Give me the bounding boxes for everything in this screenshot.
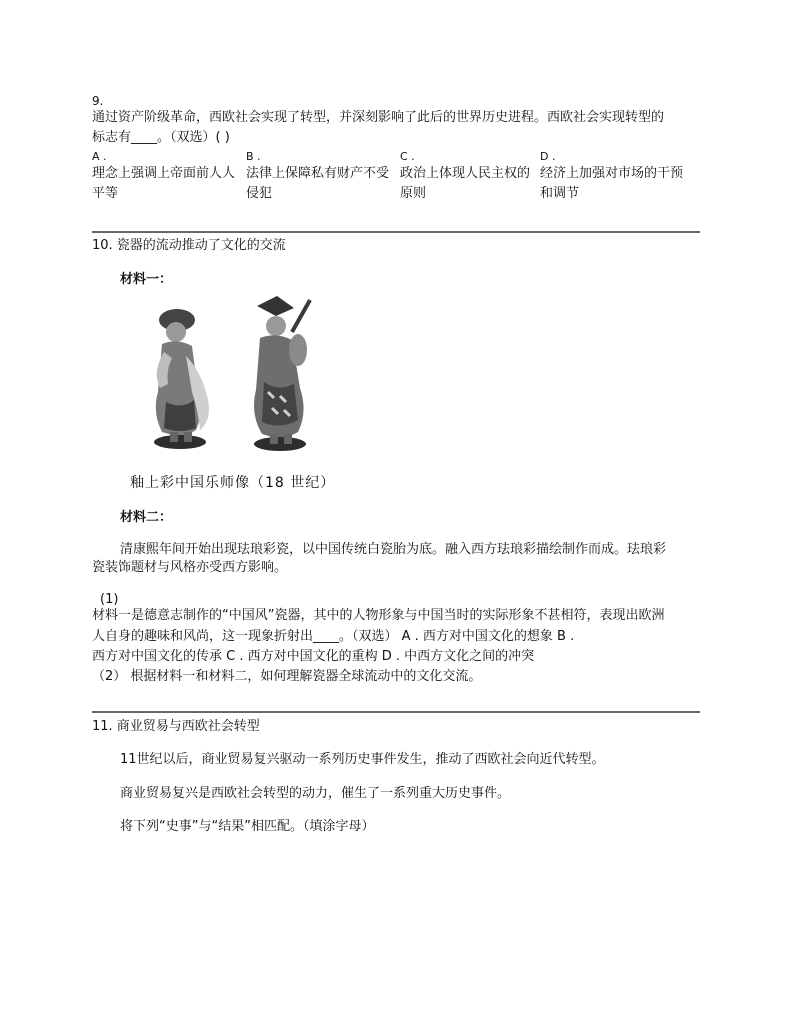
question-9-option-d-line2[interactable]: 和调节 — [540, 186, 580, 201]
question-9-option-a-line2[interactable]: 平等 — [92, 186, 119, 201]
sub-question-2: （2） 根据材料一和材料二，如何理解瓷器全球流动中的文化交流。 — [92, 669, 482, 684]
sub-question-1-number: (1) — [100, 592, 119, 607]
question-9-option-c-letter[interactable]: C . — [400, 150, 415, 163]
section-divider — [92, 231, 700, 233]
question-11-paragraph-2: 商业贸易复兴是西欧社会转型的动力，催生了一系列重大历史事件。 — [120, 786, 511, 801]
question-11-paragraph-1: 11世纪以后，商业贸易复兴驱动一系列历史事件发生，推动了西欧社会向近代转型。 — [120, 752, 605, 767]
question-11-paragraph-3: 将下列“史事”与“结果”相匹配。（填涂字母） — [120, 819, 375, 834]
question-9-option-a-letter[interactable]: A . — [92, 150, 107, 163]
question-9-number: 9. — [92, 94, 104, 108]
porcelain-musician-figurines-image — [122, 292, 340, 496]
question-9-option-c-line2[interactable]: 原则 — [400, 186, 427, 201]
material-2-label: 材料二： — [120, 510, 173, 525]
question-9-option-b-line1[interactable]: 法律上保障私有财产不受 — [246, 166, 390, 181]
question-9-stem-line2: 标志有____。（双选）( ) — [92, 130, 230, 145]
material-2-text-line1: 清康熙年间开始出现珐琅彩瓷，以中国传统白瓷胎为底。融入西方珐琅彩描绘制作而成。珐琅彩 — [120, 542, 667, 557]
left-figurine — [154, 309, 209, 449]
question-10-heading: 10. 瓷器的流动推动了文化的交流 — [92, 238, 286, 253]
section-divider — [92, 711, 700, 713]
question-9-option-d-line1[interactable]: 经济上加强对市场的干预 — [540, 166, 684, 181]
material-1-label: 材料一： — [120, 272, 173, 287]
material-2-text-line2: 瓷装饰题材与风格亦受西方影响。 — [92, 560, 288, 575]
question-9-stem-line1: 通过资产阶级革命，西欧社会实现了转型，并深刻影响了此后的世界历史进程。西欧社会实现转型的 — [92, 110, 665, 125]
question-11-heading: 11. 商业贸易与西欧社会转型 — [92, 719, 260, 734]
question-9-option-b-letter[interactable]: B . — [246, 150, 261, 163]
sub-question-1-line2: 人自身的趣味和风尚，这一现象折射出____。（双选） A . 西方对中国文化的想象 B . — [92, 629, 575, 644]
question-9-option-b-line2[interactable]: 侵犯 — [246, 186, 273, 201]
question-9-option-a-line1[interactable]: 理念上强调上帝面前人人 — [92, 166, 236, 181]
question-9-option-c-line1[interactable]: 政治上体现人民主权的 — [400, 166, 531, 181]
sub-question-1-line3: 西方对中国文化的传承 C . 西方对中国文化的重构 D . 中西方文化之间的冲突 — [92, 649, 535, 664]
question-9-option-d-letter[interactable]: D . — [540, 150, 556, 163]
sub-question-1-line1: 材料一是德意志制作的“中国风”瓷器，其中的人物形象与中国当时的实际形象不甚相符，表现出欧洲 — [92, 608, 665, 623]
right-figurine — [254, 296, 310, 451]
figure-caption: 釉上彩中国乐师像（18 世纪） — [130, 475, 336, 491]
